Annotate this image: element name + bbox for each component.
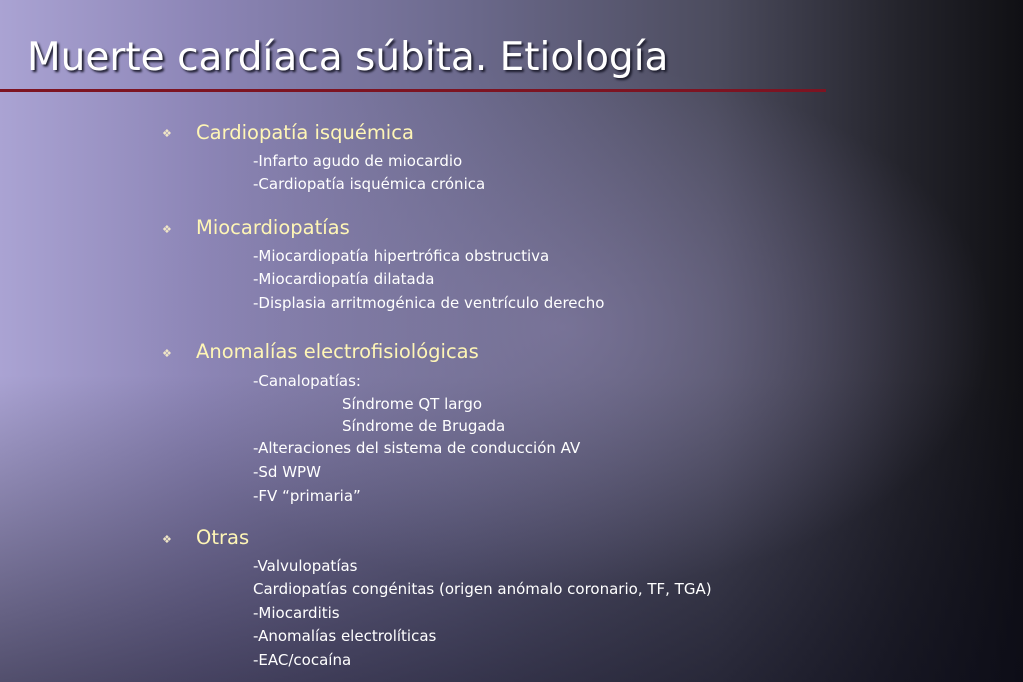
list-item: -Alteraciones del sistema de conducción AV [253, 439, 581, 457]
list-item: -FV “primaria” [253, 487, 361, 505]
list-item: -Displasia arritmogénica de ventrículo derecho [253, 294, 605, 312]
section-title: Miocardiopatías [196, 216, 350, 239]
list-subitem: Síndrome QT largo [342, 395, 483, 413]
bullet-icon: ❖ [162, 127, 172, 140]
list-item: -Sd WPW [253, 463, 321, 481]
list-item: -Miocardiopatía hipertrófica obstructiva [253, 247, 550, 265]
bullet-icon: ❖ [162, 533, 172, 546]
section-title: Cardiopatía isquémica [196, 121, 414, 144]
list-item: -Miocarditis [253, 604, 340, 622]
list-subitem: Síndrome de Brugada [342, 417, 506, 435]
section-title: Anomalías electrofisiológicas [196, 340, 479, 363]
list-item: -Valvulopatías [253, 557, 358, 575]
list-item: Cardiopatías congénitas (origen anómalo coronario, TF, TGA) [253, 580, 712, 598]
list-item: -Cardiopatía isquémica crónica [253, 175, 486, 193]
bullet-icon: ❖ [162, 223, 172, 236]
list-item: -EAC/cocaína [253, 651, 352, 669]
list-item: -Anomalías electrolíticas [253, 627, 437, 645]
list-item: -Miocardiopatía dilatada [253, 270, 435, 288]
slide-title: Muerte cardíaca súbita. Etiología [27, 35, 669, 80]
bullet-icon: ❖ [162, 347, 172, 360]
list-item: -Infarto agudo de miocardio [253, 152, 463, 170]
section-title: Otras [196, 526, 250, 549]
list-item: -Canalopatías: [253, 372, 361, 390]
